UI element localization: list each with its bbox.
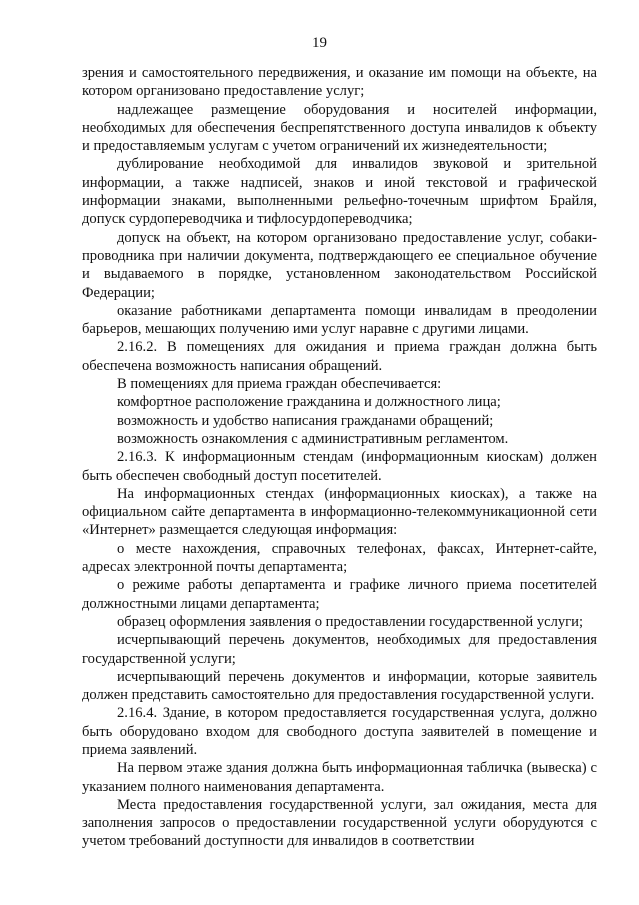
paragraph: надлежащее размещение оборудования и носителей информации, необходимых для обеспечения беспрепятственного доступа инвалидов к объекту и предоставляемым услугам с учетом ограничений их жизнедеятельности; — [82, 101, 597, 155]
page-number: 19 — [312, 35, 327, 51]
paragraph: возможность ознакомления с административным регламентом. — [117, 430, 509, 447]
paragraph: В помещениях для приема граждан обеспечивается: — [117, 376, 442, 393]
paragraph: На информационных стендах (информационных киосках), а также на официальном сайте департамента в информационно-телекоммуникационной сети «Интернет» размещается следующая информация: — [82, 485, 597, 539]
paragraph: о месте нахождения, справочных телефонах, факсах, Интернет-сайте, адресах электронной почты департамента; — [82, 540, 597, 576]
paragraph: дублирование необходимой для инвалидов звуковой и зрительной информации, а также надписей, знаков и иной текстовой и графической информации знаками, выполненными рельефно-точечным шрифтом Брайля, допуск сурдопереводчика и тифлосурдопереводчика; — [82, 156, 597, 228]
paragraph: 2.16.2. В помещениях для ожидания и приема граждан должна быть обеспечена возможность написания обращений. — [82, 339, 597, 374]
paragraph: комфортное расположение гражданина и должностного лица; — [117, 394, 501, 411]
paragraph: На первом этаже здания должна быть информационная табличка (вывеска) с указанием полного наименования департамента. — [82, 760, 597, 795]
paragraph: допуск на объект, на котором организовано предоставление услуг, собаки-проводника при наличии документа, подтверждающего ее специальное обучение и выдаваемого в порядке, установленном законодательством Российской Федерации; — [82, 229, 597, 301]
document-body — [82, 64, 597, 851]
paragraph: возможность и удобство написания гражданами обращений; — [117, 412, 494, 429]
paragraph: о режиме работы департамента и графике личного приема посетителей должностными лицами департамента; — [82, 577, 597, 612]
paragraph: 2.16.4. Здание, в котором предоставляется государственная услуга, должно быть оборудовано входом для свободного доступа заявителей в помещение и приема заявлений. — [82, 705, 597, 758]
paragraph: исчерпывающий перечень документов, необходимых для предоставления государственной услуги; — [82, 632, 597, 667]
paragraph: 2.16.3. К информационным стендам (информационным киоскам) должен быть обеспечен свободный доступ посетителей. — [82, 449, 597, 484]
paragraph: зрения и самостоятельного передвижения, и оказание им помощи на объекте, на котором организовано предоставление услуг; — [82, 65, 597, 100]
paragraph: оказание работниками департамента помощи инвалидам в преодолении барьеров, мешающих получению ими услуг наравне с другими лицами. — [82, 302, 597, 338]
paragraph: исчерпывающий перечень документов и информации, которые заявитель должен представить самостоятельно для предоставления государственной услуги. — [82, 668, 597, 704]
paragraph: образец оформления заявления о предоставлении государственной услуги; — [117, 613, 584, 630]
paragraph: Места предоставления государственной услуги, зал ожидания, места для заполнения запросов о предоставлении государственной услуги оборудуются с учетом требований доступности для инвалидов в соответствии — [82, 796, 597, 850]
